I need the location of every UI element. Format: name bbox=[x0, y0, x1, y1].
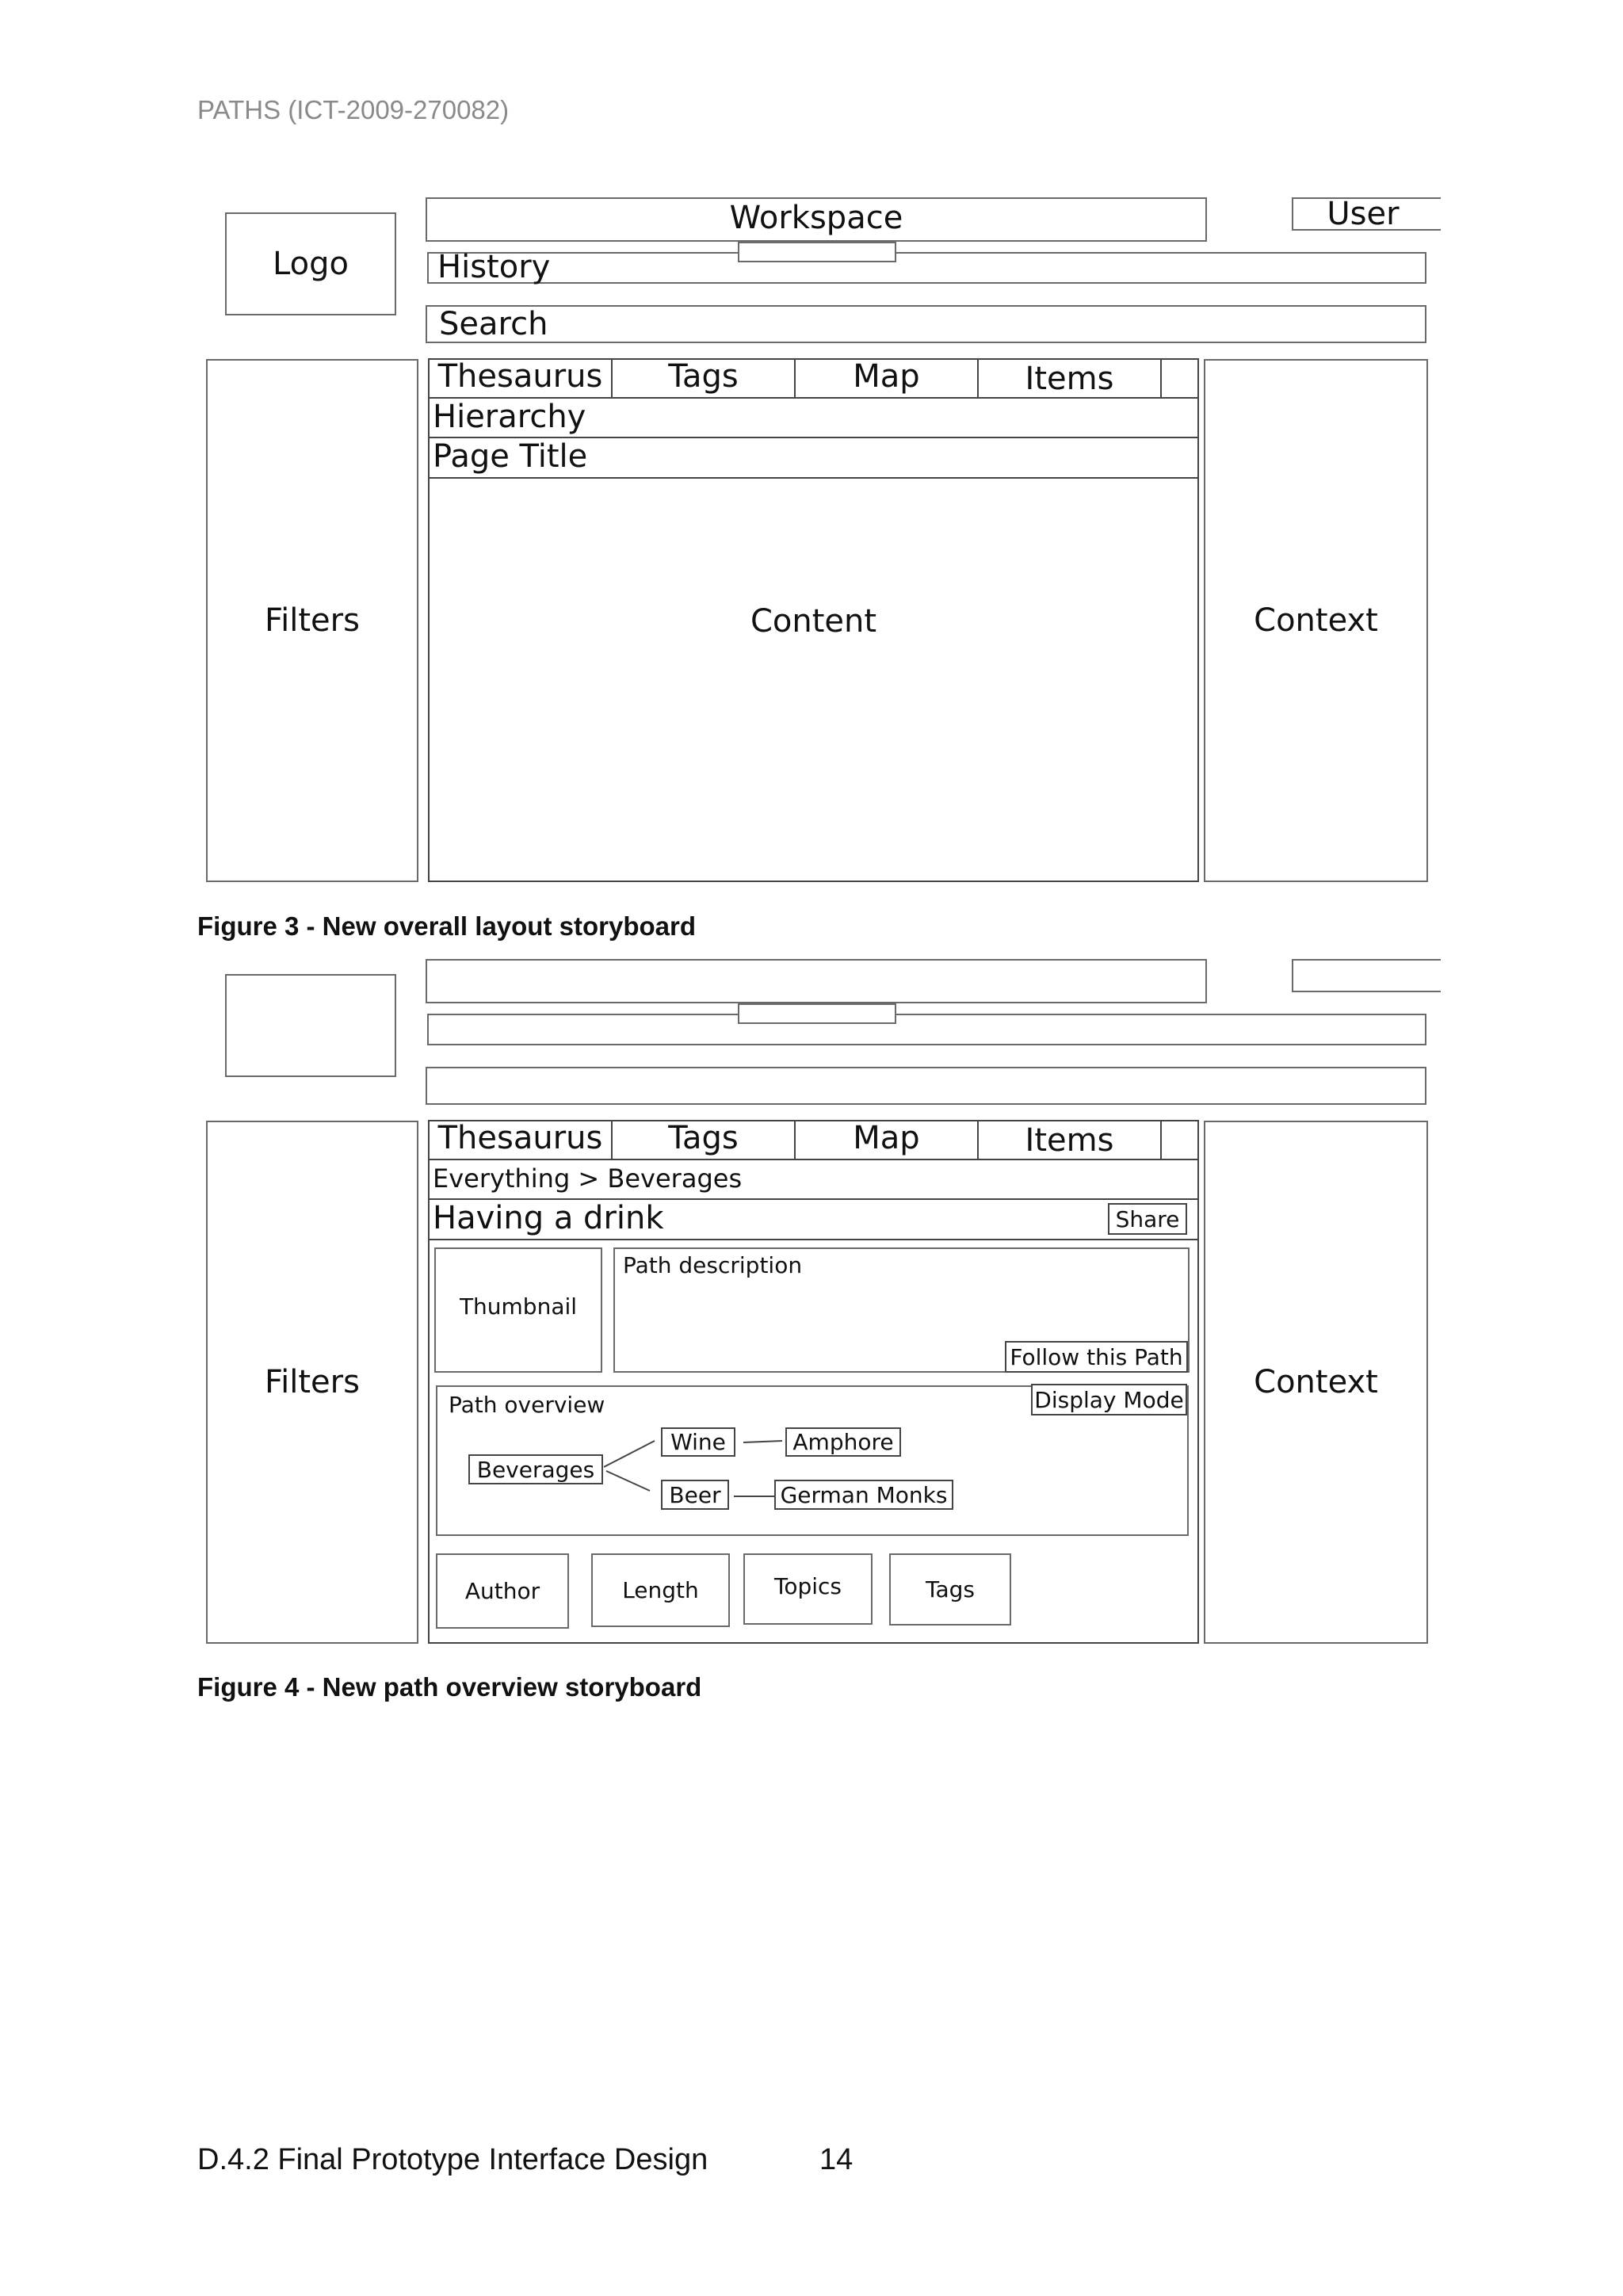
meta-topics-label: Topics bbox=[773, 1572, 842, 1599]
filters-label: Filters bbox=[265, 602, 360, 639]
tab-items-label: Items bbox=[1025, 361, 1114, 397]
figure-3-caption: Figure 3 - New overall layout storyboard bbox=[197, 911, 696, 941]
share-button-label: Share bbox=[1115, 1205, 1180, 1232]
user-label: User bbox=[1327, 196, 1400, 232]
hierarchy-label: Hierarchy bbox=[433, 399, 586, 435]
node-beverages-label: Beverages bbox=[476, 1456, 595, 1483]
thumbnail-label: Thumbnail bbox=[459, 1293, 578, 1320]
figure-4-caption: Figure 4 - New path overview storyboard bbox=[197, 1672, 702, 1702]
node-beer-label: Beer bbox=[669, 1481, 721, 1508]
tab-tags-label: Tags bbox=[668, 358, 739, 395]
path-description-label: Path description bbox=[623, 1252, 803, 1278]
tab-thesaurus-label: Thesaurus bbox=[437, 1120, 603, 1156]
node-german-monks-label: German Monks bbox=[780, 1481, 948, 1508]
display-mode-button-label: Display Mode bbox=[1034, 1386, 1184, 1413]
tab-map-label: Map bbox=[853, 358, 920, 395]
node-amphore-label: Amphore bbox=[792, 1429, 894, 1455]
tab-thesaurus-label: Thesaurus bbox=[437, 358, 603, 395]
context-label: Context bbox=[1254, 602, 1378, 639]
workspace-label: Workspace bbox=[729, 200, 903, 236]
meta-author-label: Author bbox=[464, 1578, 540, 1604]
meta-length-label: Length bbox=[622, 1577, 699, 1603]
context-label: Context bbox=[1254, 1364, 1378, 1400]
page-title-label: Page Title bbox=[433, 438, 588, 475]
page-title: Having a drink bbox=[433, 1200, 664, 1236]
content-label: Content bbox=[750, 603, 877, 640]
breadcrumb: Everything > Beverages bbox=[433, 1163, 743, 1194]
follow-path-button-label: Follow this Path bbox=[1010, 1343, 1183, 1370]
history-label: History bbox=[437, 249, 551, 285]
tab-tags-label: Tags bbox=[668, 1120, 739, 1156]
footer-document-title: D.4.2 Final Prototype Interface Design bbox=[197, 2143, 708, 2176]
tab-items-label: Items bbox=[1025, 1122, 1114, 1159]
footer-page-number: 14 bbox=[819, 2143, 854, 2176]
path-overview-label: Path overview bbox=[449, 1392, 605, 1418]
node-wine-label: Wine bbox=[670, 1429, 726, 1455]
document-header: PATHS (ICT-2009-270082) bbox=[197, 95, 510, 124]
meta-tags-label: Tags bbox=[926, 1576, 975, 1603]
search-label: Search bbox=[439, 306, 548, 342]
filters-label: Filters bbox=[265, 1364, 360, 1400]
tab-map-label: Map bbox=[853, 1120, 920, 1156]
logo-label: Logo bbox=[273, 246, 349, 282]
